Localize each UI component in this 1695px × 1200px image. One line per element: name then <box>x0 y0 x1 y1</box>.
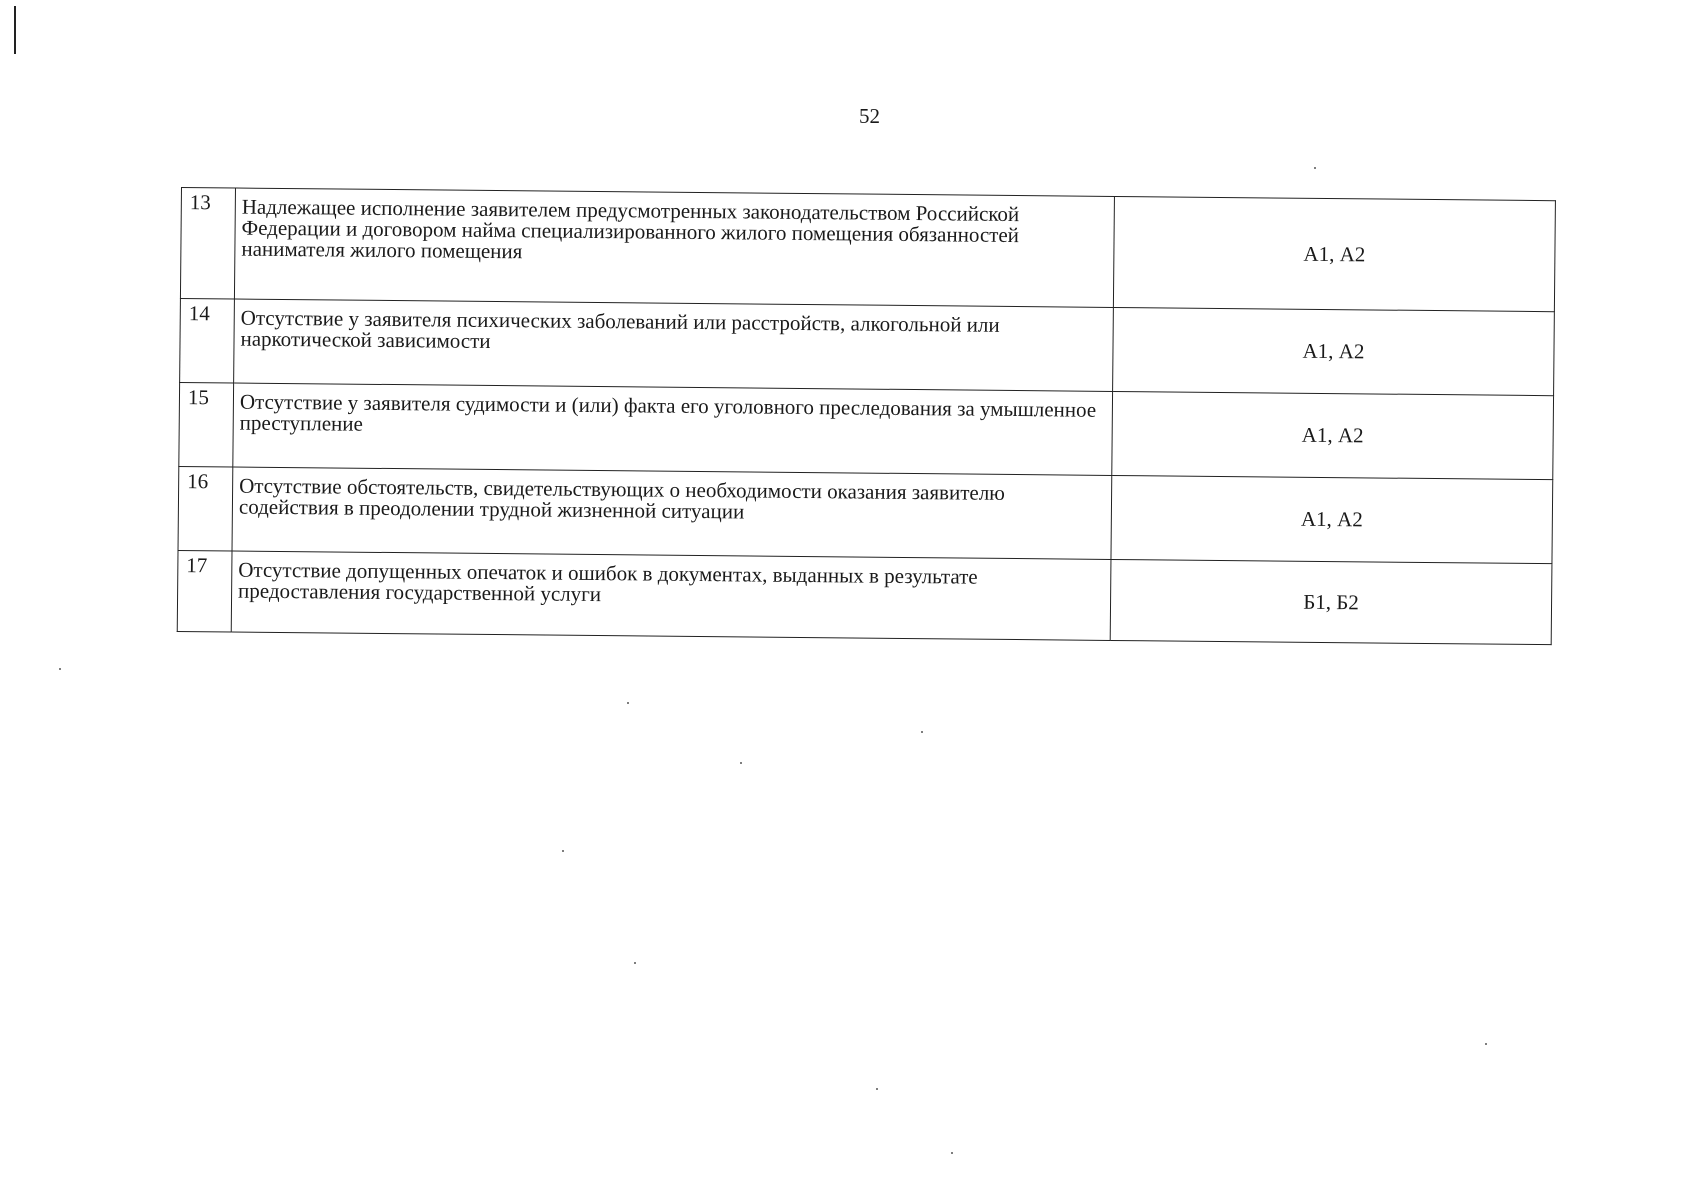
row-condition-text: Надлежащее исполнение заявителем предусмотренных законодательством Российской Федерации и договором найма специализированного жилого помещения обязанностей нанимателя жилого помещения <box>234 188 1114 307</box>
scan-speck <box>951 1152 953 1154</box>
row-code: А1, А2 <box>1112 391 1554 479</box>
row-condition-text: Отсутствие у заявителя психических заболеваний или расстройств, алкогольной или наркотической зависимости <box>234 299 1114 391</box>
table-row <box>177 550 1552 644</box>
table-row <box>179 382 1554 479</box>
scan-edge-mark <box>14 6 16 54</box>
page-number: 52 <box>859 104 880 128</box>
row-number: 15 <box>179 382 234 467</box>
requirements-table <box>177 187 1556 645</box>
scan-speck <box>59 668 61 670</box>
table-row <box>180 298 1555 395</box>
row-condition-text: Отсутствие обстоятельств, свидетельствующих о необходимости оказания заявителю содействия в преодолении трудной жизненной ситуации <box>232 467 1112 559</box>
row-code: А1, А2 <box>1113 196 1555 311</box>
row-code: А1, А2 <box>1111 475 1553 563</box>
row-number: 17 <box>177 550 232 632</box>
row-number: 16 <box>178 466 233 551</box>
row-number: 13 <box>180 188 235 300</box>
row-code: Б1, Б2 <box>1110 559 1552 644</box>
row-code: А1, А2 <box>1113 307 1555 395</box>
row-number: 14 <box>180 298 235 383</box>
scan-speck <box>634 962 636 964</box>
table-row <box>178 466 1553 563</box>
row-condition-text: Отсутствие допущенных опечаток и ошибок в документах, выданных в результате предоставления государственной услуги <box>231 551 1111 640</box>
scan-speck <box>1485 1043 1487 1045</box>
scan-speck <box>740 762 742 764</box>
scan-speck <box>627 702 629 704</box>
scan-speck <box>921 731 923 733</box>
scan-speck <box>876 1088 878 1090</box>
row-condition-text: Отсутствие у заявителя судимости и (или) факта его уголовного преследования за умышленное преступление <box>233 383 1113 475</box>
scan-speck <box>1314 167 1316 169</box>
scan-speck <box>562 850 564 852</box>
table-row <box>180 188 1555 312</box>
